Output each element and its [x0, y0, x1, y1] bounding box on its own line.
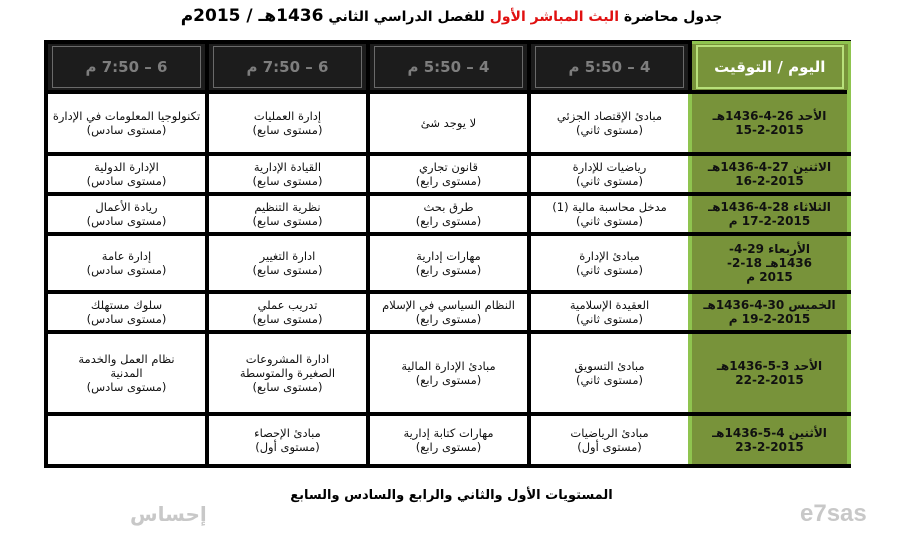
day-line: الأحد 3-5-1436هـ: [716, 359, 823, 373]
title-highlight: البث المباشر الأول: [489, 9, 619, 25]
course-name: ادارة التغيير: [259, 249, 316, 263]
course-name: تكنولوجيا المعلومات في الإدارة: [52, 109, 201, 123]
course-level: (مستوى سابع): [252, 312, 323, 326]
course-level: (مستوى أول): [255, 440, 320, 454]
course-level: (مستوى رابع): [415, 312, 482, 326]
course-level: (مستوى رابع): [415, 214, 482, 228]
course-name: نظام العمل والخدمة: [78, 352, 175, 366]
course-name: القيادة الإدارية: [253, 160, 322, 174]
schedule-row: [46, 292, 849, 332]
day-cell: [690, 92, 849, 154]
course-name: سلوك مستهلك: [90, 298, 163, 312]
course-name: مهارات إدارية: [416, 249, 481, 263]
course-cell: [529, 414, 690, 466]
course-name: مهارات كتابة إدارية: [403, 426, 494, 440]
course-name: المدنية: [110, 366, 143, 380]
watermark-latin: e7sas: [800, 500, 867, 527]
day-line: 2015 م: [746, 270, 793, 284]
course-cell: [529, 234, 690, 292]
course-cell: [529, 92, 690, 154]
course-level: (مستوى ثاني): [576, 373, 643, 387]
day-line: الثلاثاء 28-4-1436هـ: [708, 200, 831, 214]
course-level: (مستوى سابع): [252, 263, 323, 277]
course-cell: [368, 194, 529, 234]
course-cell: [207, 234, 368, 292]
course-cell: [207, 414, 368, 466]
course-name: العقيدة الإسلامية: [569, 298, 650, 312]
day-time-header: اليوم / التوقيت: [690, 42, 849, 92]
course-name: إدارة العمليات: [253, 109, 322, 123]
course-name: إدارة عامة: [101, 249, 152, 263]
course-level: (مستوى ثاني): [576, 312, 643, 326]
course-level: (مستوى سادس): [86, 174, 167, 188]
course-name: ريادة الأعمال: [95, 200, 158, 214]
title-part1: جدول محاضرة: [623, 9, 723, 25]
course-name: ادارة المشروعات: [245, 352, 330, 366]
day-line: الأربعاء 29-4-: [728, 242, 811, 256]
course-cell: [529, 332, 690, 414]
course-name: مبادئ الإدارة المالية: [401, 359, 496, 373]
course-cell: [368, 332, 529, 414]
day-line: 19-2-2015 م: [728, 312, 811, 326]
course-cell: [46, 92, 207, 154]
course-cell: [207, 154, 368, 194]
course-level: (مستوى ثاني): [576, 123, 643, 137]
course-level: (مستوى سادس): [86, 214, 167, 228]
course-name: مبادئ التسويق: [574, 359, 645, 373]
day-line: الأحد 26-4-1436هـ: [712, 109, 827, 123]
schedule-row: [46, 92, 849, 154]
course-cell: [368, 414, 529, 466]
day-cell: [690, 154, 849, 194]
course-level: (مستوى رابع): [415, 263, 482, 277]
course-name: النظام السياسي في الإسلام: [382, 298, 515, 312]
course-name: رياضيات للإدارة: [572, 160, 647, 174]
course-cell: [46, 194, 207, 234]
course-cell: [368, 234, 529, 292]
schedule-row: [46, 194, 849, 234]
course-level: (مستوى رابع): [415, 373, 482, 387]
day-cell: [690, 332, 849, 414]
course-cell: [207, 332, 368, 414]
course-cell: [529, 154, 690, 194]
schedule-table: [44, 40, 851, 468]
course-level: (مستوى سادس): [86, 380, 167, 394]
course-level: (مستوى سابع): [252, 123, 323, 137]
watermark-arabic: إحساس: [130, 502, 207, 526]
course-level: (مستوى سابع): [252, 174, 323, 188]
course-level: (مستوى رابع): [415, 174, 482, 188]
course-name: تدريب عملي: [257, 298, 318, 312]
course-cell: [368, 292, 529, 332]
day-line: الاثنين 27-4-1436هـ: [707, 160, 832, 174]
day-line: 23-2-2015: [735, 440, 804, 454]
day-cell: [690, 194, 849, 234]
day-line: 17-2-2015 م: [728, 214, 811, 228]
course-level: (مستوى أول): [577, 440, 642, 454]
slot-header: 4 – 5:50 م: [529, 42, 690, 92]
day-line: الخميس 30-4-1436هـ: [703, 298, 836, 312]
slot-header: 6 – 7:50 م: [207, 42, 368, 92]
course-name: مبادئ الإحصاء: [254, 426, 321, 440]
course-name: نظرية التنظيم: [254, 200, 321, 214]
title-part2: للفصل الدراسي الثاني: [328, 9, 485, 25]
course-name: مدخل محاسبة مالية (1): [552, 200, 667, 214]
course-level: (مستوى سادس): [86, 123, 167, 137]
course-level: (مستوى ثاني): [576, 263, 643, 277]
course-cell: [207, 292, 368, 332]
day-line: الأثنين 4-5-1436هـ: [712, 426, 827, 440]
course-name: مبادئ الرياضيات: [570, 426, 649, 440]
course-cell: [368, 154, 529, 194]
course-level: (مستوى سادس): [86, 312, 167, 326]
course-cell: [46, 154, 207, 194]
schedule-row: [46, 154, 849, 194]
course-cell: [368, 92, 529, 154]
course-level: (مستوى سابع): [252, 380, 323, 394]
course-name: مبادئ الإقتصاد الجزئي: [556, 109, 663, 123]
page-title: [0, 6, 903, 26]
course-level: (مستوى ثاني): [576, 174, 643, 188]
day-line: 16-2-2015: [735, 174, 804, 188]
course-level: (مستوى رابع): [415, 440, 482, 454]
title-year: 1436هـ / 2015م: [180, 6, 324, 26]
course-cell: [207, 194, 368, 234]
course-cell: [46, 332, 207, 414]
day-line: 1436هـ 18-2-: [726, 256, 813, 270]
slot-header: 4 – 5:50 م: [368, 42, 529, 92]
schedule-row: [46, 414, 849, 466]
day-cell: [690, 292, 849, 332]
course-cell: [529, 194, 690, 234]
levels-footer: المستويات الأول والثاني والرابع والسادس والسابع: [290, 488, 613, 503]
course-name: طرق بحث: [423, 200, 474, 214]
day-line: 22-2-2015: [735, 373, 804, 387]
course-cell: [529, 292, 690, 332]
course-cell: [207, 92, 368, 154]
course-cell: [46, 414, 207, 466]
course-name: لا يوجد شئ: [420, 116, 477, 130]
course-name: قانون تجاري: [419, 160, 478, 174]
day-line: 15-2-2015: [735, 123, 804, 137]
slot-header: 6 – 7:50 م: [46, 42, 207, 92]
day-cell: [690, 414, 849, 466]
course-name: الإدارة الدولية: [94, 160, 159, 174]
course-level: (مستوى سادس): [86, 263, 167, 277]
course-cell: [46, 234, 207, 292]
course-name: الصغيرة والمتوسطة: [239, 366, 336, 380]
day-cell: [690, 234, 849, 292]
course-cell: [46, 292, 207, 332]
course-level: (مستوى ثاني): [576, 214, 643, 228]
schedule-row: [46, 234, 849, 292]
header-row: [46, 42, 849, 92]
schedule-row: [46, 332, 849, 414]
course-level: (مستوى سابع): [252, 214, 323, 228]
course-name: مبادئ الإدارة: [579, 249, 640, 263]
